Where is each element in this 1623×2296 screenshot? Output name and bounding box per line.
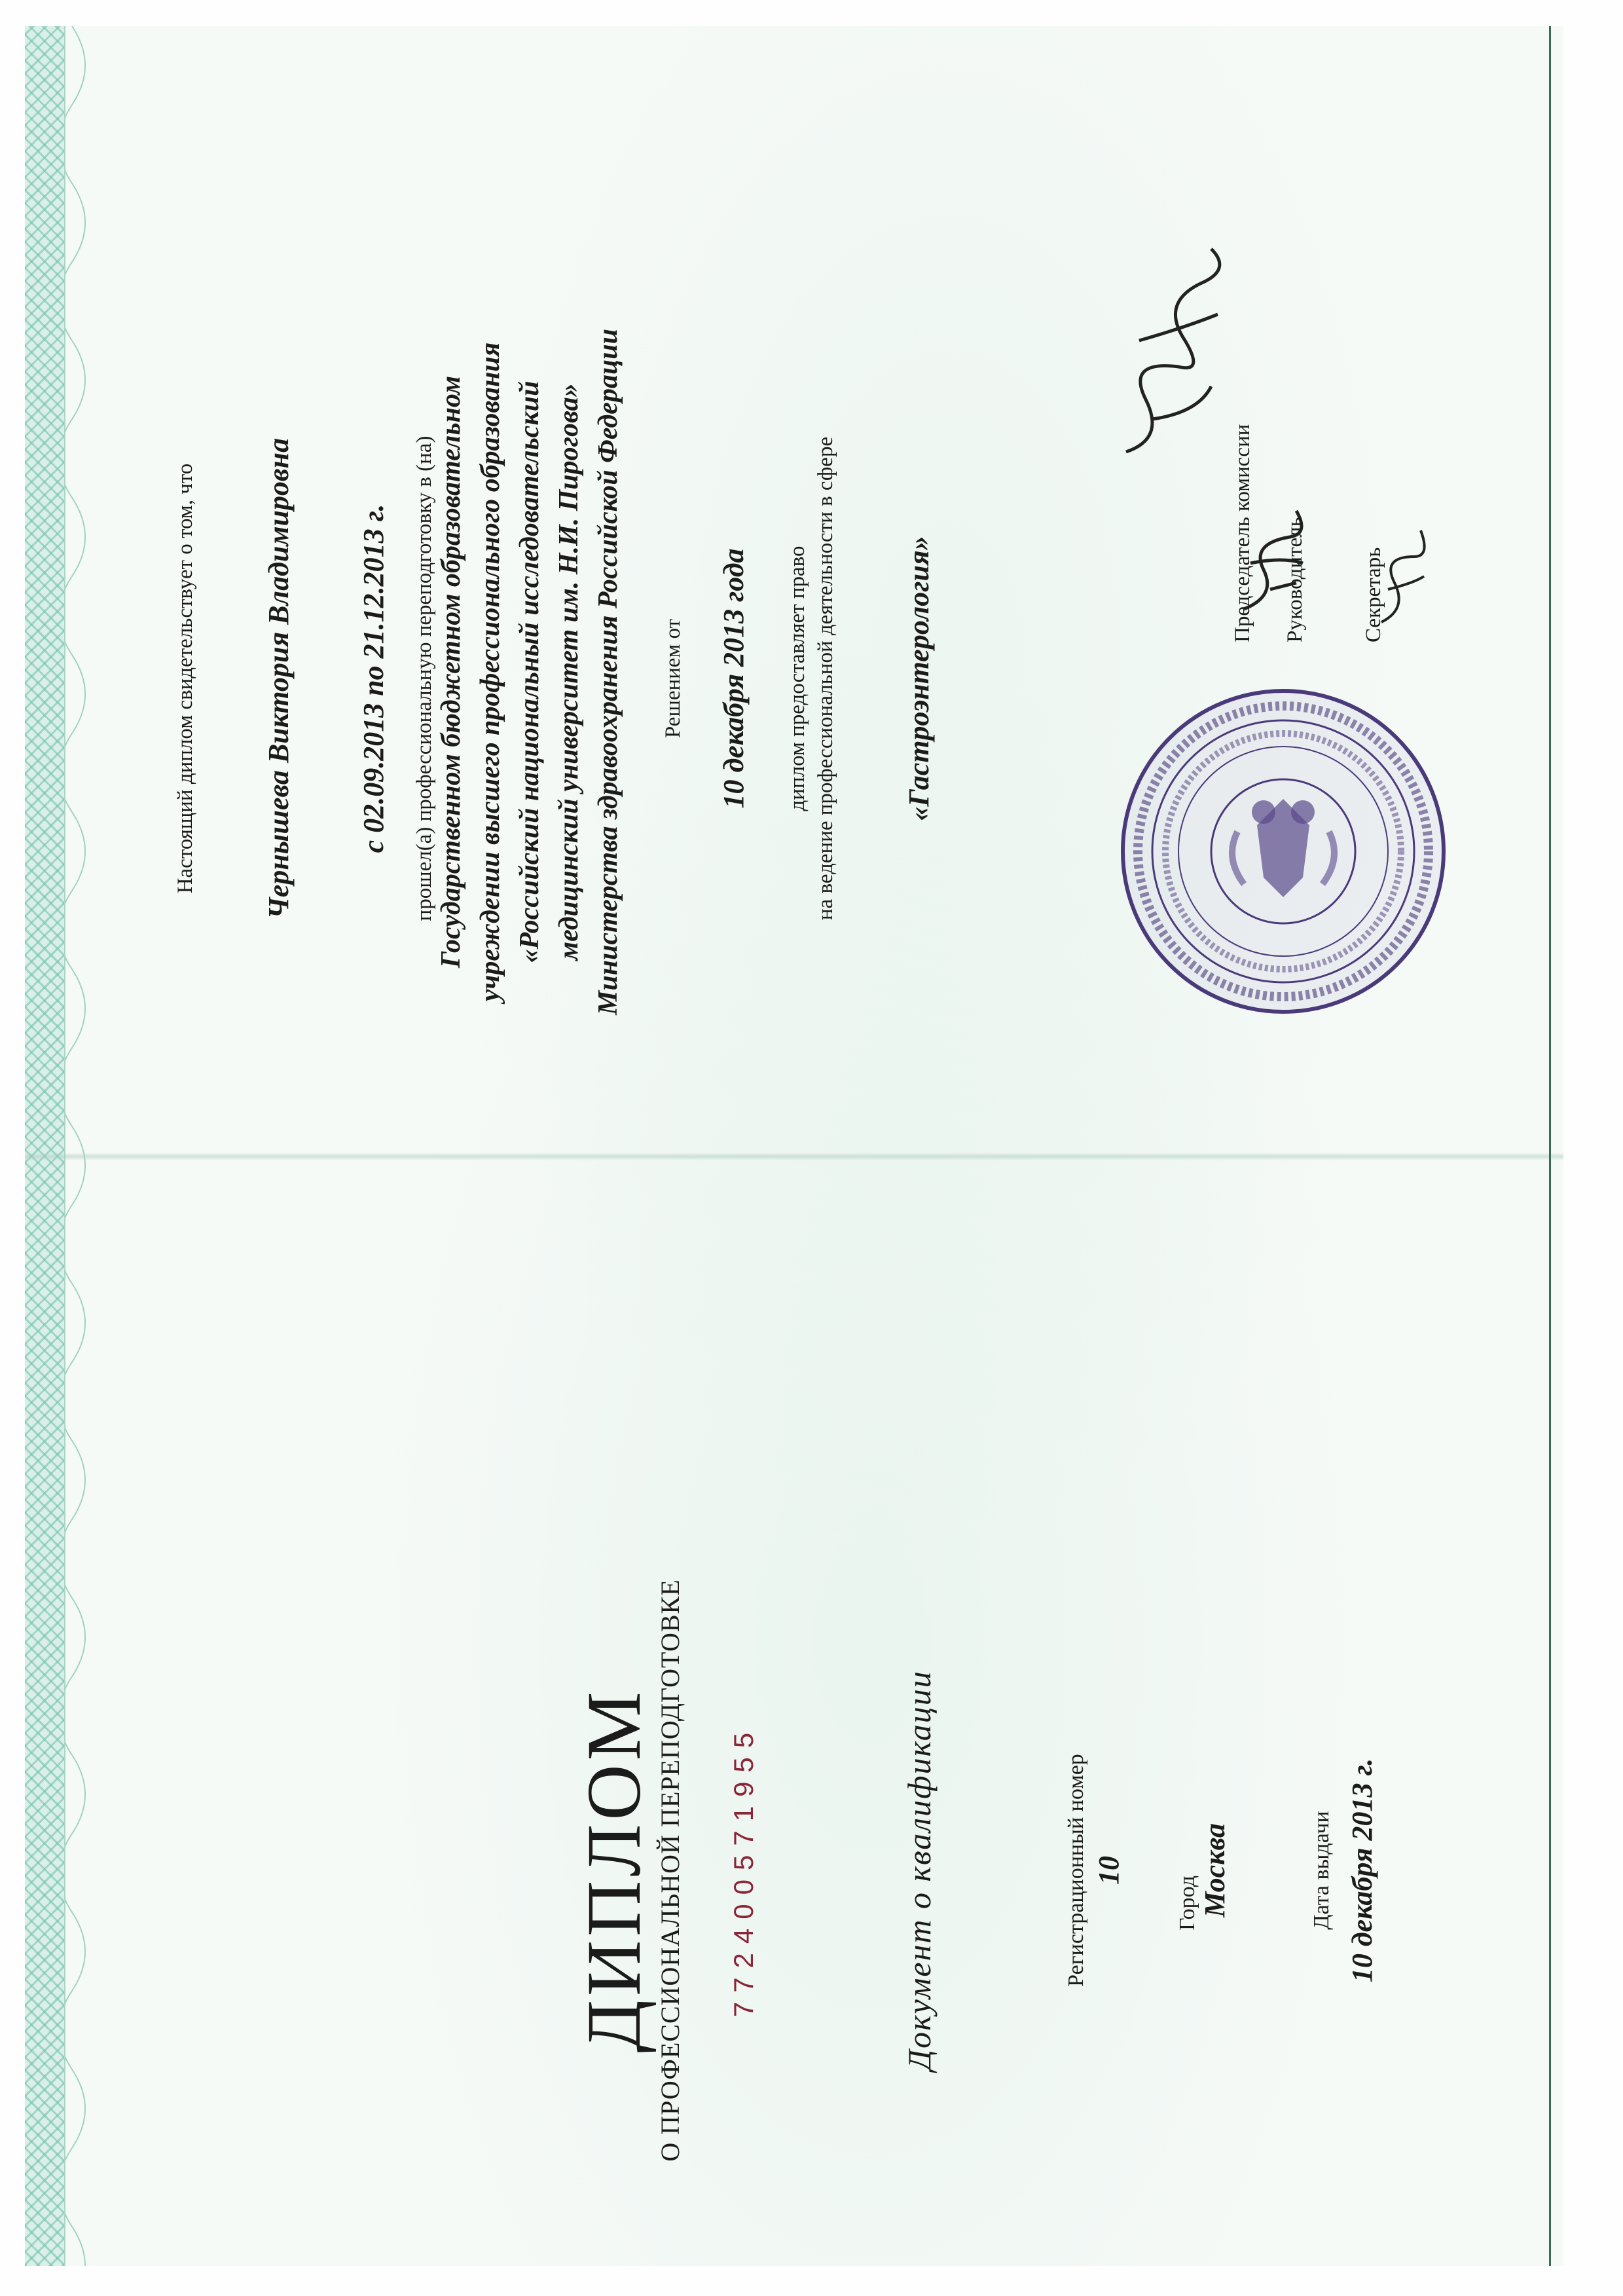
institution-line-1: Государственном бюджетном образовательном xyxy=(436,375,466,969)
decision-date: 10 декабря 2013 года xyxy=(718,548,750,809)
institution-line-3: «Российский национальный исследовательский xyxy=(515,380,545,963)
diploma-title: ДИПЛОМ xyxy=(571,1688,657,2053)
head-label: Руководитель xyxy=(1283,517,1307,642)
serial-number: 772400571955 xyxy=(728,1723,759,2018)
city-value: Москва xyxy=(1199,1823,1231,1917)
reg-number-value: 10 xyxy=(1093,1856,1125,1885)
intro-text: Настоящий диплом свидетельствует о том, что xyxy=(173,463,197,894)
diploma-subtitle: О ПРОФЕССИОНАЛЬНОЙ ПЕРЕПОДГОТОВКЕ xyxy=(655,1579,685,2162)
institution-line-2: учреждении высшего профессионального образования xyxy=(475,342,505,1002)
institution-line-4: медицинский университет им. Н.И. Пирогова» xyxy=(554,383,584,961)
document-type: Документ о квалификации xyxy=(901,1670,938,2071)
chair-label: Председатель комиссии xyxy=(1231,424,1254,642)
passed-text: прошел(а) профессиональную переподготовку в (на) xyxy=(412,435,436,921)
specialty: «Гастроэнтерология» xyxy=(903,536,935,821)
reg-number-label: Регистрационный номер xyxy=(1064,1754,1088,1987)
city-label: Город xyxy=(1175,1876,1199,1931)
full-name: Чернышева Виктория Владимировна xyxy=(263,437,295,919)
study-period: с 02.09.2013 по 21.12.2013 г. xyxy=(357,504,390,853)
issue-date-value: 10 декабря 2013 г. xyxy=(1346,1758,1378,1983)
institution-line-5: Министерства здравоохранения Российской Федерации xyxy=(593,328,623,1016)
issue-date-label: Дата выдачи xyxy=(1309,1811,1334,1930)
rights-line-2: на ведение профессиональной деятельности в сфере xyxy=(814,436,837,921)
decision-label: Решением от xyxy=(661,618,685,739)
secretary-label: Секретарь xyxy=(1362,547,1385,642)
rights-line-1: диплом предоставляет право xyxy=(786,546,809,811)
